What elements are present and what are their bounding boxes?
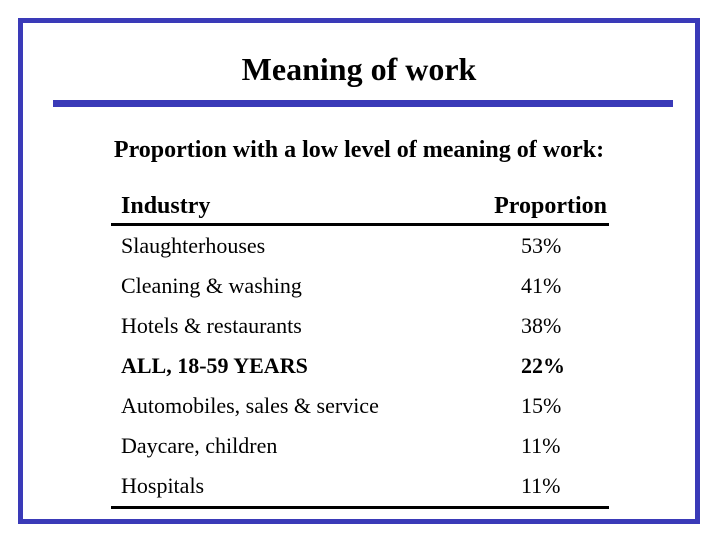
title-divider (53, 100, 673, 107)
table-header (111, 189, 609, 226)
table-body (111, 226, 609, 509)
slide-subtitle: Proportion with a low level of meaning of work: (113, 137, 605, 163)
table-row (111, 426, 609, 466)
proportion-cell: 11% (521, 473, 561, 498)
proportion-cell: 53% (521, 233, 562, 258)
table-row-total (111, 346, 609, 386)
proportion-cell: 11% (521, 433, 561, 458)
industry-cell: Hotels & restaurants (121, 313, 302, 338)
proportion-cell: 38% (521, 313, 562, 338)
slide (18, 18, 700, 524)
table-row (111, 226, 609, 266)
proportion-cell: 15% (521, 393, 562, 418)
industry-cell: Automobiles, sales & service (121, 393, 379, 418)
table-row (111, 266, 609, 306)
table-row (111, 386, 609, 426)
industry-table (111, 189, 609, 509)
industry-cell: Daycare, children (121, 433, 278, 458)
table-row (111, 466, 609, 506)
industry-cell: Hospitals (121, 473, 205, 498)
table-row (111, 306, 609, 346)
industry-cell: ALL, 18-59 YEARS (121, 353, 308, 378)
proportion-cell: 22% (521, 353, 565, 378)
industry-cell: Cleaning & washing (121, 273, 302, 298)
column-header-proportion: Proportion (494, 193, 607, 219)
proportion-cell: 41% (521, 273, 562, 298)
industry-cell: Slaughterhouses (121, 233, 266, 258)
slide-title: Meaning of work (241, 51, 477, 87)
column-header-industry: Industry (121, 193, 211, 219)
